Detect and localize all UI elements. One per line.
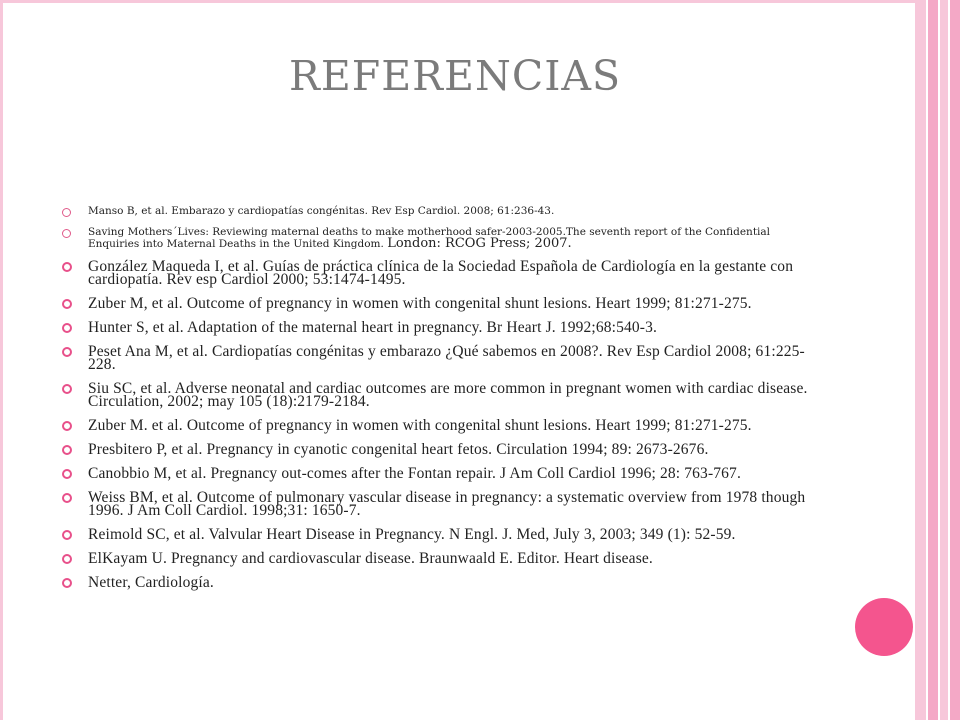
reference-item: [62, 443, 812, 456]
reference-item: [62, 467, 812, 480]
reference-item: [62, 528, 812, 541]
bullet-icon: [62, 578, 72, 588]
bullet-icon: [62, 323, 72, 333]
bullet-icon: [62, 493, 72, 503]
reference-item: [62, 576, 812, 589]
reference-text: Netter, Cardiología.: [88, 574, 214, 591]
decorative-circle: [855, 598, 913, 656]
bullet-icon: [62, 554, 72, 564]
bullet-icon: [62, 262, 72, 272]
reference-text: Manso B, et al. Embarazo y cardiopatías congénitas. Rev Esp Cardiol. 2008; 61:236-43.: [88, 205, 555, 217]
stripe-3: [940, 0, 948, 720]
decorative-stripes: [918, 0, 960, 720]
reference-text: ElKayam U. Pregnancy and cardiovascular disease. Braunwaald E. Editor. Heart disease.: [88, 550, 653, 567]
reference-item: [62, 382, 812, 408]
reference-item: [62, 260, 812, 286]
reference-text: Peset Ana M, et al. Cardiopatías congénitas y embarazo ¿Qué sabemos en 2008?. Rev Esp Cardiol 2008; 61:225-228.: [88, 343, 805, 373]
stripe-4: [950, 0, 960, 720]
reference-item: [62, 227, 812, 250]
reference-text: Zuber M, et al. Outcome of pregnancy in women with congenital shunt lesions. Heart 1999; 81:271-275.: [88, 295, 752, 312]
reference-text-publisher: London: RCOG Press; 2007.: [387, 236, 572, 251]
reference-text: Hunter S, et al. Adaptation of the maternal heart in pregnancy. Br Heart J. 1992;68:540-3.: [88, 319, 658, 336]
page-title: REFERENCIAS: [289, 52, 622, 100]
bullet-icon: [62, 421, 72, 431]
bullet-icon: [62, 530, 72, 540]
reference-text: Zuber M. et al. Outcome of pregnancy in women with congenital shunt lesions. Heart 1999; 81:271-275.: [88, 417, 752, 434]
reference-text: Saving Mothers´Lives: Reviewing maternal deaths to make motherhood safer-2003-2005.The seventh report of the Confidential Enquiries into Maternal Deaths in the United Kingdom.: [88, 226, 771, 250]
reference-item: [62, 206, 812, 217]
reference-item: [62, 491, 812, 517]
reference-item: [62, 345, 812, 371]
slide-frame-top: [0, 0, 918, 3]
bullet-icon: [62, 469, 72, 479]
reference-item: [62, 321, 812, 334]
reference-text: Weiss BM, et al. Outcome of pulmonary vascular disease in pregnancy: a systematic overview from 1978 though 1996. J Am Coll Cardiol. 1998;31: 1650-7.: [88, 489, 806, 519]
reference-item: [62, 297, 812, 310]
bullet-icon: [62, 384, 72, 394]
stripe-2: [928, 0, 938, 720]
bullet-icon: [62, 208, 71, 217]
bullet-icon: [62, 445, 72, 455]
reference-text: Siu SC, et al. Adverse neonatal and cardiac outcomes are more common in pregnant women with cardiac disease. Circulation, 2002; may 105 (18):2179-2184.: [88, 380, 808, 410]
bullet-icon: [62, 347, 72, 357]
bullet-icon: [62, 299, 72, 309]
reference-item: [62, 552, 812, 565]
reference-text: González Maqueda I, et al. Guías de práctica clínica de la Sociedad Española de Cardiología en la gestante con cardiopatía. Rev esp Cardiol 2000; 53:1474-1495.: [88, 258, 794, 288]
reference-text: Reimold SC, et al. Valvular Heart Disease in Pregnancy. N Engl. J. Med, July 3, 2003; 349 (1): 52-59.: [88, 526, 736, 543]
stripe-1: [918, 0, 926, 720]
reference-text: Presbitero P, et al. Pregnancy in cyanotic congenital heart fetos. Circulation 1994; 89: 2673-2676.: [88, 441, 709, 458]
reference-text: Canobbio M, et al. Pregnancy out-comes after the Fontan repair. J Am Coll Cardiol 1996; 28: 763-767.: [88, 465, 741, 482]
reference-item: [62, 419, 812, 432]
reference-list: [62, 206, 812, 600]
bullet-icon: [62, 229, 71, 238]
